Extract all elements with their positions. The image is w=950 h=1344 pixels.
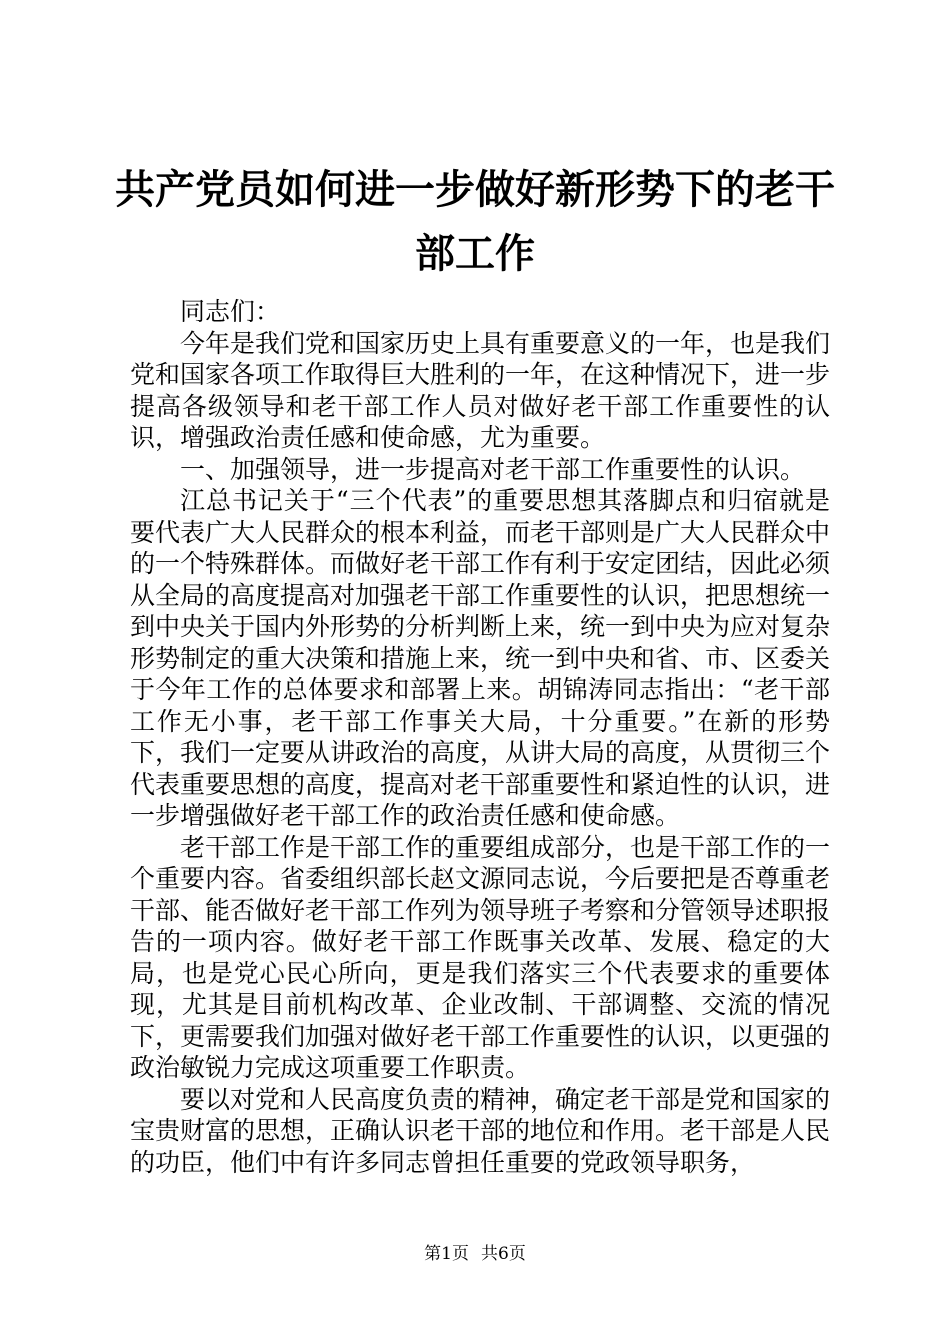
paragraph-three-represents: 江总书记关于“三个代表”的重要思想其落脚点和归宿就是要代表广大人民群众的根本利益，而老干部则是广大人民群众中的一个特殊群体。而做好老干部工作有利于安定团结，因此必须从全局的高度提高对加强老干部工作重要性的认识，把思想统一到中央关于国内外形势的分析判断上来，统一到中央为应对复杂形势制定的重大决策和措施上来，统一到中央和省、市、区委关于今年工作的总体要求和部署上来。胡锦涛同志指出：“老干部工作无小事，老干部工作事关大局，十分重要。”在新的形势下，我们一定要从讲政治的高度，从讲大局的高度，从贯彻三个代表重要思想的高度，提高对老干部重要性和紧迫性的认识，进一步增强做好老干部工作的政治责任感和使命感。: [130, 486, 831, 830]
paragraph-cadre-work: 老干部工作是干部工作的重要组成部分，也是干部工作的一个重要内容。省委组织部长赵文源同志说，今后要把是否尊重老干部、能否做好老干部工作列为领导班子考察和分管领导述职报告的一项内容。做好老干部工作既事关改革、发展、稳定的大局，也是党心民心所向，更是我们落实三个代表要求的重要体现，尤其是目前机构改革、企业改制、干部调整、交流的情况下，更需要我们加强对做好老干部工作重要性的认识，以更强的政治敏锐力完成这项重要工作职责。: [130, 832, 831, 1082]
section-heading-1: 一、加强领导，进一步提高对老干部工作重要性的认识。: [180, 454, 806, 484]
page-footer: [0, 1242, 950, 1266]
page-total: 共6页: [481, 1244, 526, 1264]
salutation: 同志们：: [180, 297, 281, 326]
document-title: 共产党员如何进一步做好新形势下的老干部工作: [115, 166, 835, 277]
page-number: 第1页: [424, 1244, 469, 1264]
paragraph-responsibility: 要以对党和人民高度负责的精神，确定老干部是党和国家的宝贵财富的思想，正确认识老干部的地位和作用。老干部是人民的功臣，他们中有许多同志曾担任重要的党政领导职务，: [130, 1084, 831, 1177]
paragraph-intro: 今年是我们党和国家历史上具有重要意义的一年，也是我们党和国家各项工作取得巨大胜利的一年，在这种情况下，进一步提高各级领导和老干部工作人员对做好老干部工作重要性的认识，增强政治责任感和使命感，尤为重要。: [130, 328, 831, 452]
document-body: [130, 296, 830, 1178]
